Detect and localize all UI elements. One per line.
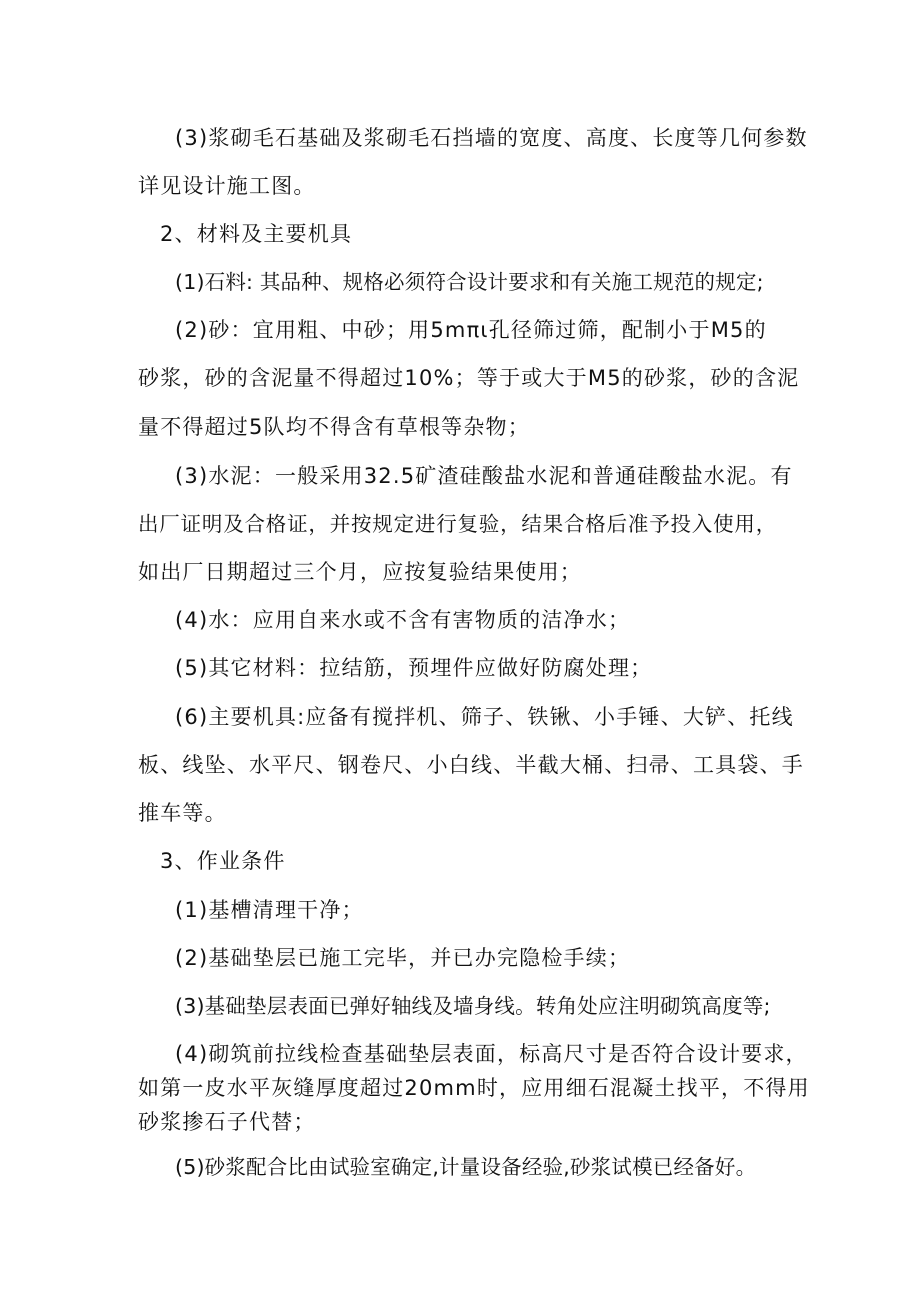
- text-line: 详见设计施工图。: [138, 174, 316, 198]
- section-heading: 2、材料及主要机具: [160, 222, 353, 246]
- text-line: 量不得超过5队均不得含有草根等杂物；: [138, 415, 530, 439]
- text-line: 推车等。: [138, 801, 227, 825]
- text-line: 板、线坠、水平尺、钢卷尺、小白线、半截大桶、扫帚、工具袋、手: [138, 753, 804, 777]
- text-line: (5)其它材料：拉结筋，预埋件应做好防腐处理；: [175, 656, 653, 680]
- text-line: (1)石料: 其品种、规格必须符合设计要求和有关施工规范的规定;: [175, 270, 764, 294]
- text-line: 出厂证明及合格证，并按规定进行复验，结果合格后准予投入使用，: [138, 512, 777, 536]
- text-line: (2)砂：宜用粗、中砂；用5mπι孔径筛过筛，配制小于M5的: [175, 318, 767, 342]
- text-line: (3)基础垫层表面已弹好轴线及墙身线。转角处应注明砌筑高度等;: [175, 994, 771, 1018]
- text-line: 砂浆，砂的含泥量不得超过10%；等于或大于M5的砂浆，砂的含泥: [138, 366, 800, 390]
- section-heading: 3、作业条件: [160, 849, 286, 873]
- text-line: (4)水：应用自来水或不含有害物质的洁净水；: [175, 608, 631, 632]
- text-line: (2)基础垫层已施工完毕，并已办完隐检手续；: [175, 946, 631, 970]
- text-line: (3)水泥：一般采用32.5矿渣硅酸盐水泥和普通硅酸盐水泥。有: [175, 464, 793, 488]
- text-line: (3)浆砌毛石基础及浆砌毛石挡墙的宽度、高度、长度等几何参数: [175, 126, 808, 150]
- text-line: (5)砂浆配合比由试验室确定,计量设备经验,砂浆试模已经备好。: [175, 1155, 757, 1179]
- text-line: (4)砌筑前拉线检查基础垫层表面，标高尺寸是否符合设计要求，: [175, 1042, 808, 1066]
- text-line: (6)主要机具:应备有搅拌机、筛子、铁锹、小手锤、大铲、托线: [175, 705, 794, 729]
- text-line: 砂浆掺石子代替；: [138, 1110, 316, 1134]
- text-line: 如出厂日期超过三个月，应按复验结果使用；: [138, 560, 582, 584]
- text-line: (1)基槽清理干净；: [175, 898, 364, 922]
- text-line: 如第一皮水平灰缝厚度超过20mm时，应用细石混凝土找平，不得用: [138, 1076, 810, 1100]
